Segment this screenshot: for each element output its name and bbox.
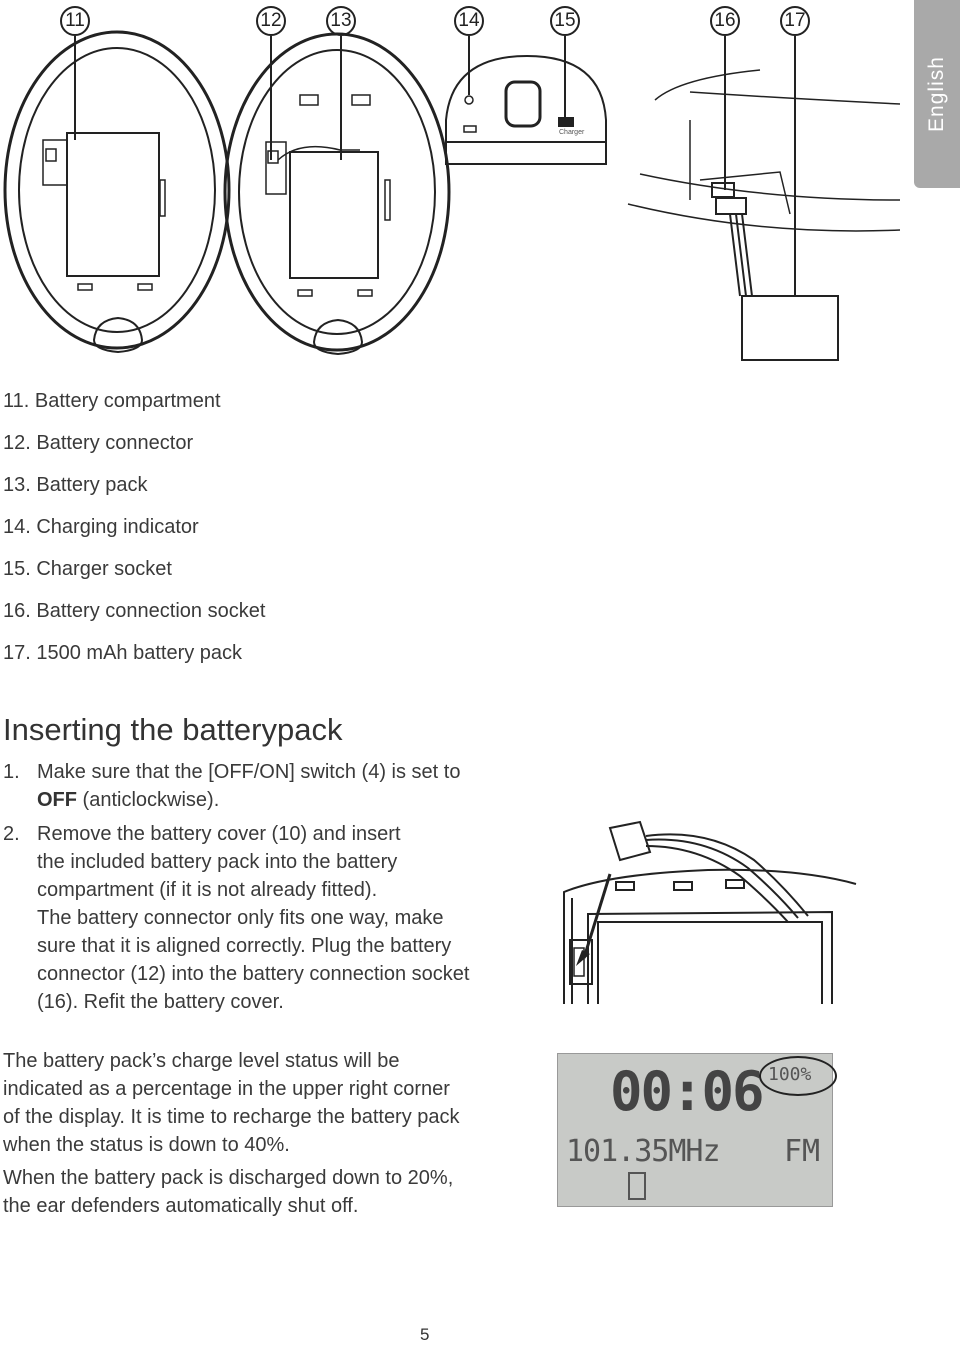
step-2-line: Remove the battery cover (10) and insert xyxy=(37,823,401,845)
callout-15: 15 xyxy=(550,6,580,36)
charge-level-paragraph xyxy=(3,1047,533,1159)
discharge-line: the ear defenders automatically shut off. xyxy=(3,1195,359,1217)
step-1-number: 1. xyxy=(3,761,20,783)
display-time: 00:06 xyxy=(610,1060,763,1123)
legend-item-15: 15. Charger socket xyxy=(3,558,172,580)
legend-item-17: 17. 1500 mAh battery pack xyxy=(3,642,243,664)
step-2-line: sure that it is aligned correctly. Plug the battery xyxy=(37,935,452,957)
callout-11: 11 xyxy=(60,6,90,36)
battery-illustrations xyxy=(0,0,960,360)
discharge-line: When the battery pack is discharged down to 20%, xyxy=(3,1167,454,1189)
section-heading: Inserting the batterypack xyxy=(3,712,343,747)
step-2-line: the included battery pack into the battery xyxy=(37,851,398,873)
callout-12: 12 xyxy=(256,6,286,36)
legend-item-11: 11. Battery compartment xyxy=(3,390,221,412)
charge-line: when the status is down to 40%. xyxy=(3,1134,290,1156)
battery-icon xyxy=(628,1172,646,1200)
off-keyword: OFF xyxy=(37,789,77,811)
callout-13: 13 xyxy=(326,6,356,36)
discharge-paragraph xyxy=(3,1164,533,1220)
connector-illustration xyxy=(558,818,858,1008)
step-2-line: compartment (if it is not already fitted). xyxy=(37,879,378,901)
page-number: 5 xyxy=(420,1325,430,1344)
legend-item-16: 16. Battery connection socket xyxy=(3,600,266,622)
callout-17: 17 xyxy=(780,6,810,36)
lcd-display xyxy=(557,1053,833,1207)
legend-item-14: 14. Charging indicator xyxy=(3,516,199,538)
step-2-line: connector (12) into the battery connection socket xyxy=(37,963,470,985)
step-2-text xyxy=(37,820,537,1016)
charge-line: The battery pack’s charge level status will be xyxy=(3,1050,400,1072)
legend-item-12: 12. Battery connector xyxy=(3,432,194,454)
highlight-circle xyxy=(759,1056,837,1096)
charge-line: indicated as a percentage in the upper right corner xyxy=(3,1078,450,1100)
step-1-text xyxy=(37,758,537,814)
display-battery-percent: 100% xyxy=(768,1064,812,1085)
display-frequency: 101.35MHz xyxy=(566,1134,720,1169)
legend-item-13: 13. Battery pack xyxy=(3,474,148,496)
charger-label: Charger xyxy=(559,129,585,136)
charge-line: of the display. It is time to recharge the battery pack xyxy=(3,1106,460,1128)
step-1-rest: (anticlockwise). xyxy=(77,789,220,811)
callout-14: 14 xyxy=(454,6,484,36)
step-2-line: The battery connector only fits one way, make xyxy=(37,907,444,929)
step-2-number: 2. xyxy=(3,823,20,845)
display-band: FM xyxy=(784,1134,821,1169)
step-2-line: (16). Refit the battery cover. xyxy=(37,991,284,1013)
step-1-line-2 xyxy=(37,786,537,814)
callout-16: 16 xyxy=(710,6,740,36)
language-tab-label: English xyxy=(925,56,948,132)
step-1-line: Make sure that the [OFF/ON] switch (4) is set to xyxy=(37,761,461,783)
